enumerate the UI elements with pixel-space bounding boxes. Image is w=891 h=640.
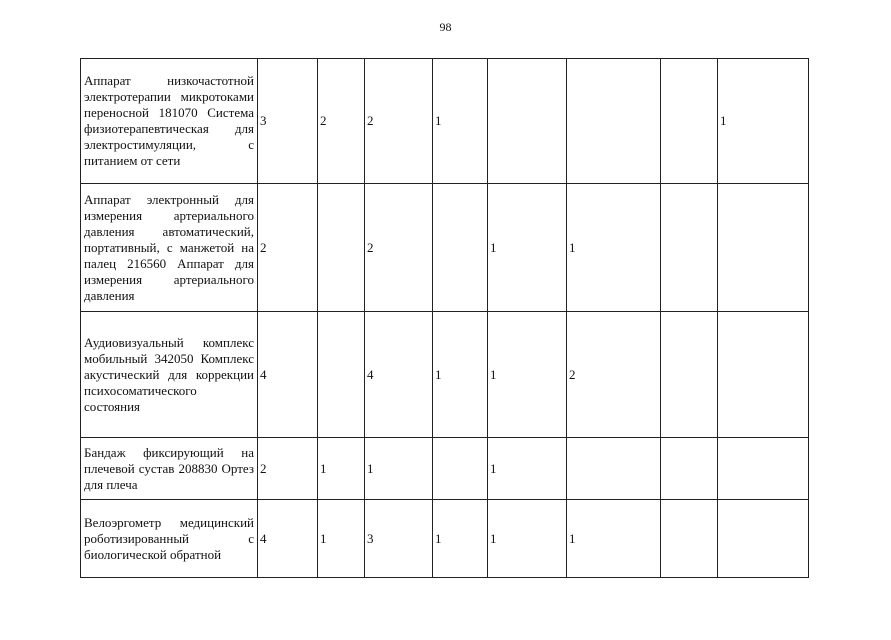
equipment-name-cell: Аппарат электронный для измерения артериального давления автоматический, портативный, с манжетой на палец 216560 Аппарат для измерения артериального давления (81, 184, 258, 312)
quantity-cell: 3 (365, 500, 433, 578)
quantity-cell (718, 184, 809, 312)
quantity-cell: 1 (488, 312, 567, 438)
quantity-cell (661, 184, 718, 312)
equipment-name-cell: Бандаж фиксирующий на плечевой сустав 208830 Ортез для плеча (81, 438, 258, 500)
quantity-cell: 1 (567, 500, 661, 578)
equipment-name-cell: Велоэргометр медицинский роботизированный с биологической обратной (81, 500, 258, 578)
quantity-cell: 4 (258, 312, 318, 438)
quantity-cell: 2 (258, 438, 318, 500)
quantity-cell: 2 (318, 59, 365, 184)
equipment-name-cell: Аудиовизуальный комплекс мобильный 342050 Комплекс акустический для коррекции психосоматического состояния (81, 312, 258, 438)
quantity-cell: 2 (567, 312, 661, 438)
quantity-cell (433, 184, 488, 312)
quantity-cell: 1 (488, 500, 567, 578)
quantity-cell (318, 312, 365, 438)
quantity-cell: 4 (258, 500, 318, 578)
quantity-cell (433, 438, 488, 500)
quantity-cell: 3 (258, 59, 318, 184)
quantity-cell: 1 (433, 500, 488, 578)
quantity-cell (567, 59, 661, 184)
quantity-cell: 2 (258, 184, 318, 312)
quantity-cell: 1 (488, 184, 567, 312)
quantity-cell (318, 184, 365, 312)
quantity-cell (718, 312, 809, 438)
quantity-cell: 1 (318, 438, 365, 500)
quantity-cell: 2 (365, 59, 433, 184)
table-row (81, 184, 809, 312)
quantity-cell: 1 (318, 500, 365, 578)
quantity-cell: 1 (488, 438, 567, 500)
quantity-cell: 1 (567, 184, 661, 312)
equipment-name-cell: Аппарат низкочастотной электротерапии микротоками переносной 181070 Система физиотерапевтическая для электростимуляции, с питанием от сети (81, 59, 258, 184)
quantity-cell: 1 (718, 59, 809, 184)
quantity-cell (661, 59, 718, 184)
quantity-cell (661, 438, 718, 500)
table-row (81, 312, 809, 438)
table-row (81, 59, 809, 184)
page-number: 98 (439, 20, 452, 34)
quantity-cell (567, 438, 661, 500)
table-row (81, 438, 809, 500)
quantity-cell: 1 (365, 438, 433, 500)
quantity-cell (488, 59, 567, 184)
quantity-cell: 1 (433, 59, 488, 184)
quantity-cell: 1 (433, 312, 488, 438)
equipment-table (80, 58, 809, 578)
quantity-cell (661, 312, 718, 438)
quantity-cell: 4 (365, 312, 433, 438)
quantity-cell (661, 500, 718, 578)
table-row (81, 500, 809, 578)
quantity-cell (718, 438, 809, 500)
quantity-cell (718, 500, 809, 578)
quantity-cell: 2 (365, 184, 433, 312)
